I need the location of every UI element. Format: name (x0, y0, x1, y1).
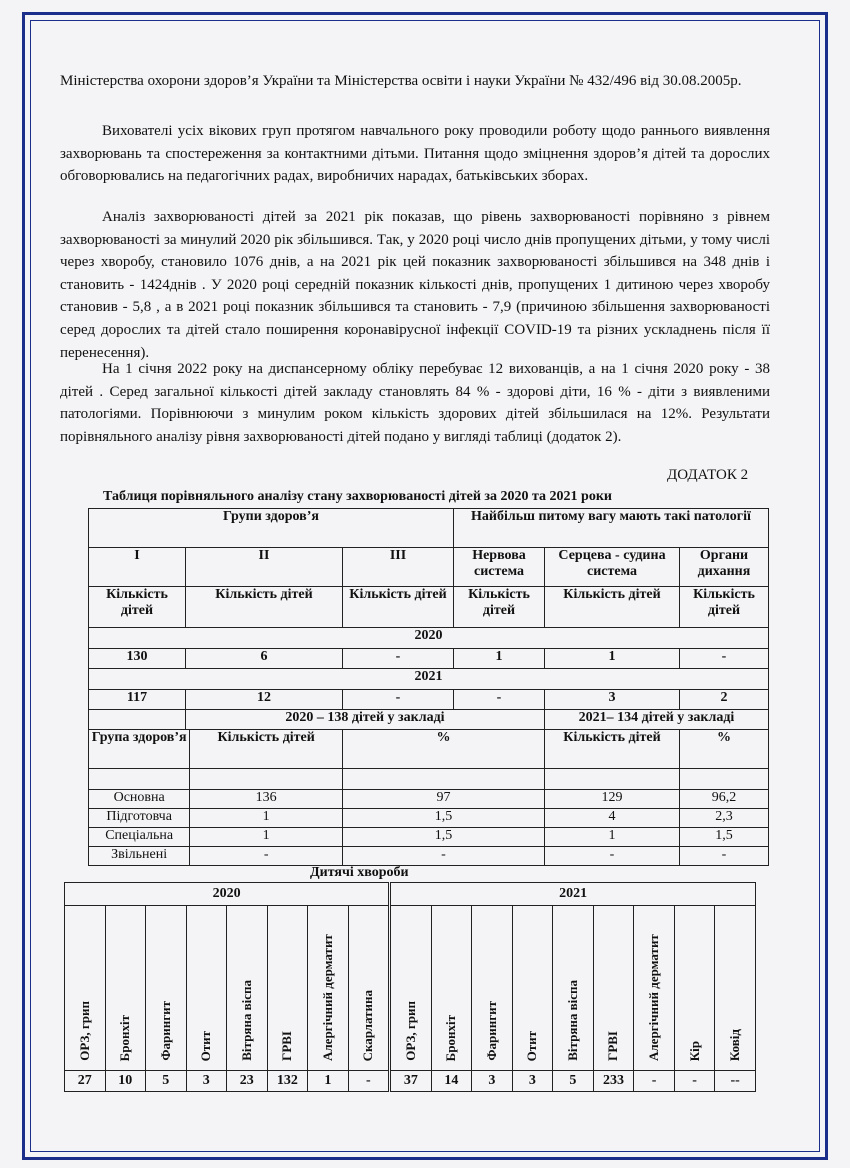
table-cell: 233 (593, 1071, 634, 1092)
disease-label: Бронхіт (443, 1014, 459, 1061)
disease-header (267, 906, 308, 1071)
disease-label: Фарингит (157, 1001, 173, 1061)
table-cell: 2 (680, 690, 769, 710)
table-cell: 1 (545, 828, 680, 847)
disease-label: Алергічний дерматит (319, 934, 335, 1061)
table-cell: 5 (553, 1071, 594, 1092)
disease-label: Кір (686, 1040, 702, 1061)
group-header: Групи здоров’я (89, 509, 454, 548)
disease-label: ОРЗ, грип (76, 1001, 92, 1061)
disease-header (472, 906, 513, 1071)
table-cell: 3 (545, 690, 680, 710)
table-cell: 117 (89, 690, 186, 710)
year-2021-header: 2021 (390, 883, 756, 906)
disease-label: ГРВІ (279, 1031, 295, 1061)
disease-header (634, 906, 675, 1071)
table-cell-empty (680, 769, 769, 790)
table-cell: 12 (186, 690, 343, 710)
table-cell: - (454, 690, 545, 710)
disease-header (227, 906, 268, 1071)
disease-header (715, 906, 756, 1071)
table-cell: 130 (89, 649, 186, 669)
table-cell: 1 (454, 649, 545, 669)
summary-2020: 2020 – 138 дітей у закладі (186, 710, 545, 730)
table-cell: - (343, 649, 454, 669)
count-label: Кількість дітей (343, 587, 454, 628)
disease-label: Бронхіт (117, 1014, 133, 1061)
disease-header (186, 906, 227, 1071)
table-cell-empty (89, 769, 190, 790)
table-cell: 5 (146, 1071, 187, 1092)
count-label: Кількість дітей (545, 587, 680, 628)
count-label: Кількість дітей (186, 587, 343, 628)
subheader-percent: % (680, 730, 769, 769)
morbidity-comparison-table (88, 508, 769, 866)
table-cell: 23 (227, 1071, 268, 1092)
disease-header (308, 906, 349, 1071)
subheader-group: Група здоров’я (89, 730, 190, 769)
table-cell: - (343, 690, 454, 710)
pathology-nervous: Нервова система (454, 548, 545, 587)
table-cell: 129 (545, 790, 680, 809)
table-cell: 1,5 (680, 828, 769, 847)
disease-label: Фарингит (483, 1001, 499, 1061)
table-cell: 132 (267, 1071, 308, 1092)
table-cell: 1 (190, 828, 343, 847)
disease-header (390, 906, 432, 1071)
table-cell: 96,2 (680, 790, 769, 809)
subheader-count: Кількість дітей (190, 730, 343, 769)
table-cell: - (545, 847, 680, 866)
disease-header (674, 906, 715, 1071)
subheader-percent: % (343, 730, 545, 769)
table-cell-empty (190, 769, 343, 790)
disease-header (65, 906, 106, 1071)
year-2021-row: 2021 (89, 669, 769, 690)
table-cell: 2,3 (680, 809, 769, 828)
table-cell-empty (343, 769, 545, 790)
pathology-respiratory: Органи дихання (680, 548, 769, 587)
disease-label: ГРВІ (605, 1031, 621, 1061)
table-cell-empty (89, 710, 186, 730)
table-cell: 1 (190, 809, 343, 828)
disease-label: ОРЗ, грип (402, 1001, 418, 1061)
disease-label: Алергічний дерматит (646, 934, 662, 1061)
year-2020-row: 2020 (89, 628, 769, 649)
disease-label: Скарлатина (360, 989, 376, 1061)
group-2: II (186, 548, 343, 587)
table1-caption: Таблиця порівняльного аналізу стану захворюваності дітей за 2020 та 2021 роки (103, 489, 612, 504)
count-label: Кількість дітей (454, 587, 545, 628)
paragraph-2: Вихователі усіх вікових груп протягом навчального року проводили роботу щодо раннього виявлення захворювань та спостереження за контактними дітьми. Питання щодо зміцнення здоров’я дітей та дорослих обговорювались на педагогічних радах, виробничих нарадах, батьківських зборах. (60, 123, 770, 185)
group-3: III (343, 548, 454, 587)
table-cell: - (348, 1071, 390, 1092)
table-cell: 1 (308, 1071, 349, 1092)
table-cell: 1,5 (343, 828, 545, 847)
table-cell: - (343, 847, 545, 866)
table-cell: - (634, 1071, 675, 1092)
table-cell: Підготовча (89, 809, 190, 828)
disease-label: Отит (524, 1030, 540, 1061)
disease-header (431, 906, 472, 1071)
disease-header (146, 906, 187, 1071)
pathology-cardio: Серцева - судина система (545, 548, 680, 587)
table-cell: Звільнені (89, 847, 190, 866)
table-cell: Основна (89, 790, 190, 809)
table-cell: 3 (472, 1071, 513, 1092)
table-cell: - (190, 847, 343, 866)
table2-caption: Дитячі хвороби (310, 865, 409, 880)
table-cell: 136 (190, 790, 343, 809)
group-1: I (89, 548, 186, 587)
disease-label: Вітряна віспа (564, 980, 580, 1061)
disease-header (348, 906, 390, 1071)
table-cell: 1 (545, 649, 680, 669)
table-cell: - (680, 847, 769, 866)
table-cell: 27 (65, 1071, 106, 1092)
disease-header (512, 906, 553, 1071)
disease-header (553, 906, 594, 1071)
table-cell: 1,5 (343, 809, 545, 828)
table-cell: 3 (512, 1071, 553, 1092)
year-2020-header: 2020 (65, 883, 390, 906)
table-cell: 10 (105, 1071, 146, 1092)
disease-label: Вітряна віспа (238, 980, 254, 1061)
table-cell-empty (545, 769, 680, 790)
disease-header (105, 906, 146, 1071)
table-cell: 97 (343, 790, 545, 809)
table-cell: 3 (186, 1071, 227, 1092)
count-label: Кількість дітей (89, 587, 186, 628)
table-cell: Спеціальна (89, 828, 190, 847)
pathology-header: Найбільш питому вагу мають такі патології (454, 509, 769, 548)
appendix-label: ДОДАТОК 2 (667, 467, 749, 483)
paragraph-3: Аналіз захворюваності дітей за 2021 рік показав, що рівень захворюваності порівняно з рівнем захворюваності за минулий 2020 рік збільшився. Так, у 2020 році число днів пропущених дітьми, у тому числі через хворобу, становило 1076 днів, а на 2021 рік цей показник захворюваності збільшився на 348 днів і становить - 1424днів . У 2020 році середній показник кількості днів, пропущених 1 дитиною через хворобу становив - 5,8 , а в 2021 році показник збільшився та становить - 7,9 (причиною збільшення захворюваності серед дорослих та дітей стало поширення коронавірусної інфекції COVID-19 та різних ускладнень після її перенесення). (60, 209, 770, 361)
table-cell: 6 (186, 649, 343, 669)
disease-label: Отит (198, 1030, 214, 1061)
table-cell: 37 (390, 1071, 432, 1092)
summary-2021: 2021– 134 дітей у закладі (545, 710, 769, 730)
paragraph-4: На 1 січня 2022 року на диспансерному обліку перебуває 12 вихованців, а на 1 січня 2020 року - 38 дітей . Серед загальної кількості дітей закладу становлять 84 % - здорові діти, 16 % - діти з виявленими патологіями. Порівнюючи з минулим роком кількість здорових дітей збільшилася на 12%. Результати порівняльного аналізу рівня захворюваності дітей подано у вигляді таблиці (додаток 2). (60, 361, 770, 445)
paragraph-1: Міністерства охорони здоров’я України та Міністерства освіти і науки України № 432/496 від 30.08.2005р. (60, 73, 742, 89)
disease-header (593, 906, 634, 1071)
table-cell: - (680, 649, 769, 669)
table-cell: -- (715, 1071, 756, 1092)
table-cell: 4 (545, 809, 680, 828)
count-label: Кількість дітей (680, 587, 769, 628)
subheader-count: Кількість дітей (545, 730, 680, 769)
disease-label: Ковід (727, 1028, 743, 1061)
table-cell: - (674, 1071, 715, 1092)
childhood-diseases-table (64, 882, 756, 1092)
table-cell: 14 (431, 1071, 472, 1092)
